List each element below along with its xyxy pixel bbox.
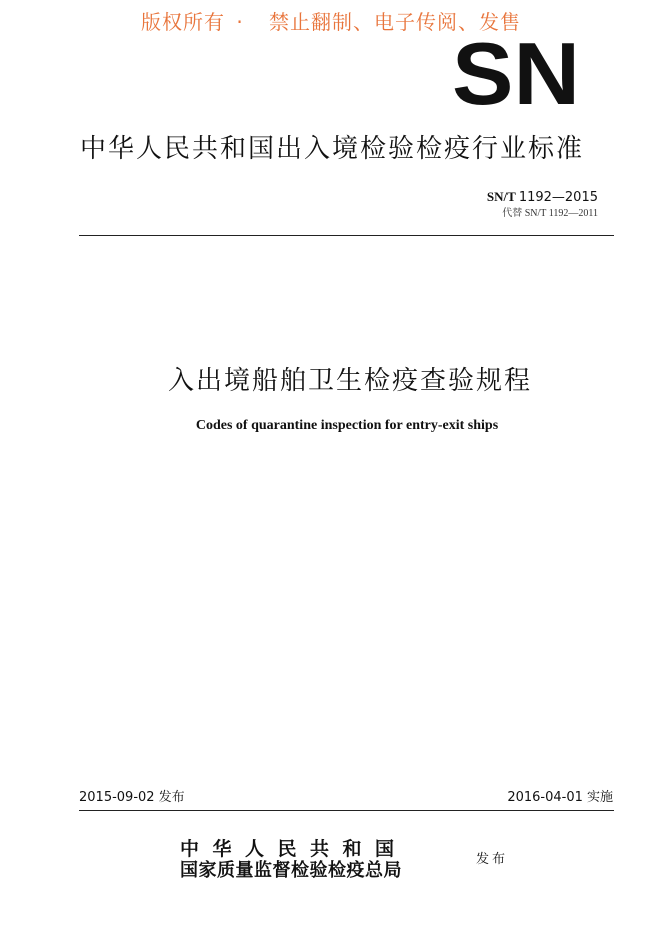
document-title-english: Codes of quarantine inspection for entry-exit ships [195, 418, 499, 433]
copyright-watermark [0, 6, 662, 35]
sn-logo [452, 40, 580, 106]
issuing-authority [180, 838, 460, 882]
watermark-prohibition-text: 禁止翻制、电子传阅、发售 [269, 10, 522, 34]
top-divider [79, 235, 614, 236]
standard-number [487, 189, 598, 205]
watermark-separator: · [236, 10, 244, 34]
issuer-country: 中华人民共和国 [180, 838, 408, 860]
replaces-standard: 代替 SN/T 1192—2011 [502, 208, 598, 219]
document-title-chinese: 入出境船舶卫生检疫查验规程 [167, 366, 532, 396]
watermark-copyright-text: 版权所有 [140, 10, 225, 34]
issue-date: 2015-09-02 发布 [79, 790, 185, 805]
industry-standard-title: 中华人民共和国出入境检验检疫行业标准 [80, 134, 585, 164]
standard-prefix: SN/T [486, 189, 516, 204]
sn-logo-text: SN [452, 40, 580, 106]
issued-label: 发布 [476, 852, 509, 867]
implementation-date: 2016-04-01 实施 [507, 790, 613, 805]
standard-code: 1192—2015 [518, 190, 598, 205]
issuer-agency: 国家质量监督检验检疫总局 [180, 860, 402, 881]
bottom-divider [79, 810, 614, 811]
